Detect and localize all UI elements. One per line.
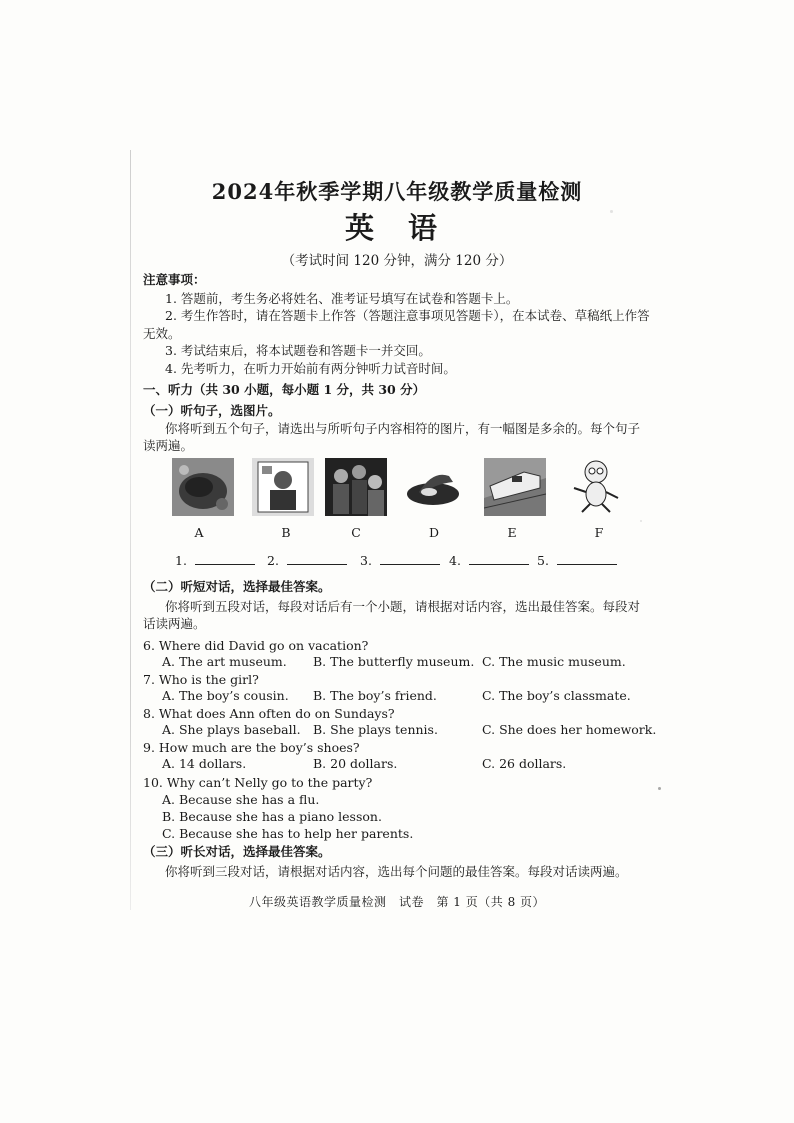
turkey-dinner-icon xyxy=(172,458,234,516)
scan-speckle xyxy=(640,520,642,522)
exam-title: 2024年秋季学期八年级教学质量检测 xyxy=(211,179,583,204)
option-a[interactable]: A. The boy’s cousin. xyxy=(162,688,289,703)
option-a[interactable]: A. The art museum. xyxy=(162,654,287,669)
option-c[interactable]: C. 26 dollars. xyxy=(482,756,567,771)
part2-instruction: 你将听到五段对话，每段对话后有一个小题，请根据对话内容，选出最佳答案。每段对 xyxy=(165,599,641,614)
option-b[interactable]: B. 20 dollars. xyxy=(313,756,398,771)
answer-blank[interactable]: 4. xyxy=(449,552,529,568)
part2-heading: （二）听短对话，选择最佳答案。 xyxy=(143,579,331,594)
part1-instruction-continued: 读两遍。 xyxy=(143,438,194,453)
option-b[interactable]: B. The butterfly museum. xyxy=(313,654,475,669)
picture-label: E xyxy=(507,525,517,540)
picture-label: D xyxy=(428,525,440,540)
answer-blank[interactable]: 5. xyxy=(537,552,617,568)
train-icon xyxy=(484,458,546,516)
part1-heading: （一）听句子，选图片。 xyxy=(143,403,281,418)
picture-options xyxy=(0,458,794,518)
option-c[interactable]: C. The music museum. xyxy=(482,654,626,669)
question: 6. Where did David go on vacation? xyxy=(143,638,369,653)
option-b[interactable]: B. Because she has a piano lesson. xyxy=(162,809,382,824)
exam-duration: （考试时间 120 分钟，满分 120 分） xyxy=(281,253,513,269)
cartoon-cat-icon xyxy=(566,458,624,516)
hat-icon xyxy=(405,458,463,516)
section1-heading: 一、听力（共 30 小题，每小题 1 分，共 30 分） xyxy=(143,382,426,397)
answer-blank[interactable]: 3. xyxy=(360,552,440,568)
option-c[interactable]: C. She does her homework. xyxy=(482,722,657,737)
note-item: 3. 考试结束后，将本试题卷和答题卡一并交回。 xyxy=(165,343,431,358)
answer-blank[interactable]: 1. xyxy=(175,552,255,568)
option-a[interactable]: A. She plays baseball. xyxy=(162,722,301,737)
note-item-continued: 无效。 xyxy=(143,326,181,341)
crowd-photo-icon xyxy=(325,458,387,516)
option-a[interactable]: A. Because she has a flu. xyxy=(162,792,320,807)
answer-blank[interactable]: 2. xyxy=(267,552,347,568)
question: 7. Who is the girl? xyxy=(143,672,259,687)
picture-label: F xyxy=(594,525,604,540)
option-b[interactable]: B. She plays tennis. xyxy=(313,722,438,737)
option-b[interactable]: B. The boy’s friend. xyxy=(313,688,437,703)
picture-label: C xyxy=(351,525,361,540)
notes-heading: 注意事项： xyxy=(143,272,206,287)
answer-blanks xyxy=(0,552,794,572)
subject-title: 英 语 xyxy=(344,211,450,245)
option-c[interactable]: C. Because she has to help her parents. xyxy=(162,826,414,841)
picture-label: B xyxy=(281,525,291,540)
page-footer: 八年级英语教学质量检测 试卷 第 1 页（共 8 页） xyxy=(248,895,546,909)
part3-instruction: 你将听到三段对话，请根据对话内容，选出每个问题的最佳答案。每段对话读两遍。 xyxy=(165,864,628,879)
picture-label: A xyxy=(194,525,204,540)
part3-heading: （三）听长对话，选择最佳答案。 xyxy=(143,844,331,859)
part2-instruction-continued: 话读两遍。 xyxy=(143,616,206,631)
question: 8. What does Ann often do on Sundays? xyxy=(143,706,395,721)
portrait-photo-icon xyxy=(252,458,314,516)
option-a[interactable]: A. 14 dollars. xyxy=(162,756,247,771)
option-c[interactable]: C. The boy’s classmate. xyxy=(482,688,631,703)
note-item: 2. 考生作答时，请在答题卡上作答（答题注意事项见答题卡），在本试卷、草稿纸上作答 xyxy=(165,308,650,323)
question: 10. Why can’t Nelly go to the party? xyxy=(143,775,373,790)
question: 9. How much are the boy’s shoes? xyxy=(143,740,360,755)
note-item: 4. 先考听力，在听力开始前有两分钟听力试音时间。 xyxy=(165,361,456,376)
note-item: 1. 答题前，考生务必将姓名、准考证号填写在试卷和答题卡上。 xyxy=(165,291,519,306)
part1-instruction: 你将听到五个句子，请选出与所听句子内容相符的图片，有一幅图是多余的。每个句子 xyxy=(165,421,641,436)
